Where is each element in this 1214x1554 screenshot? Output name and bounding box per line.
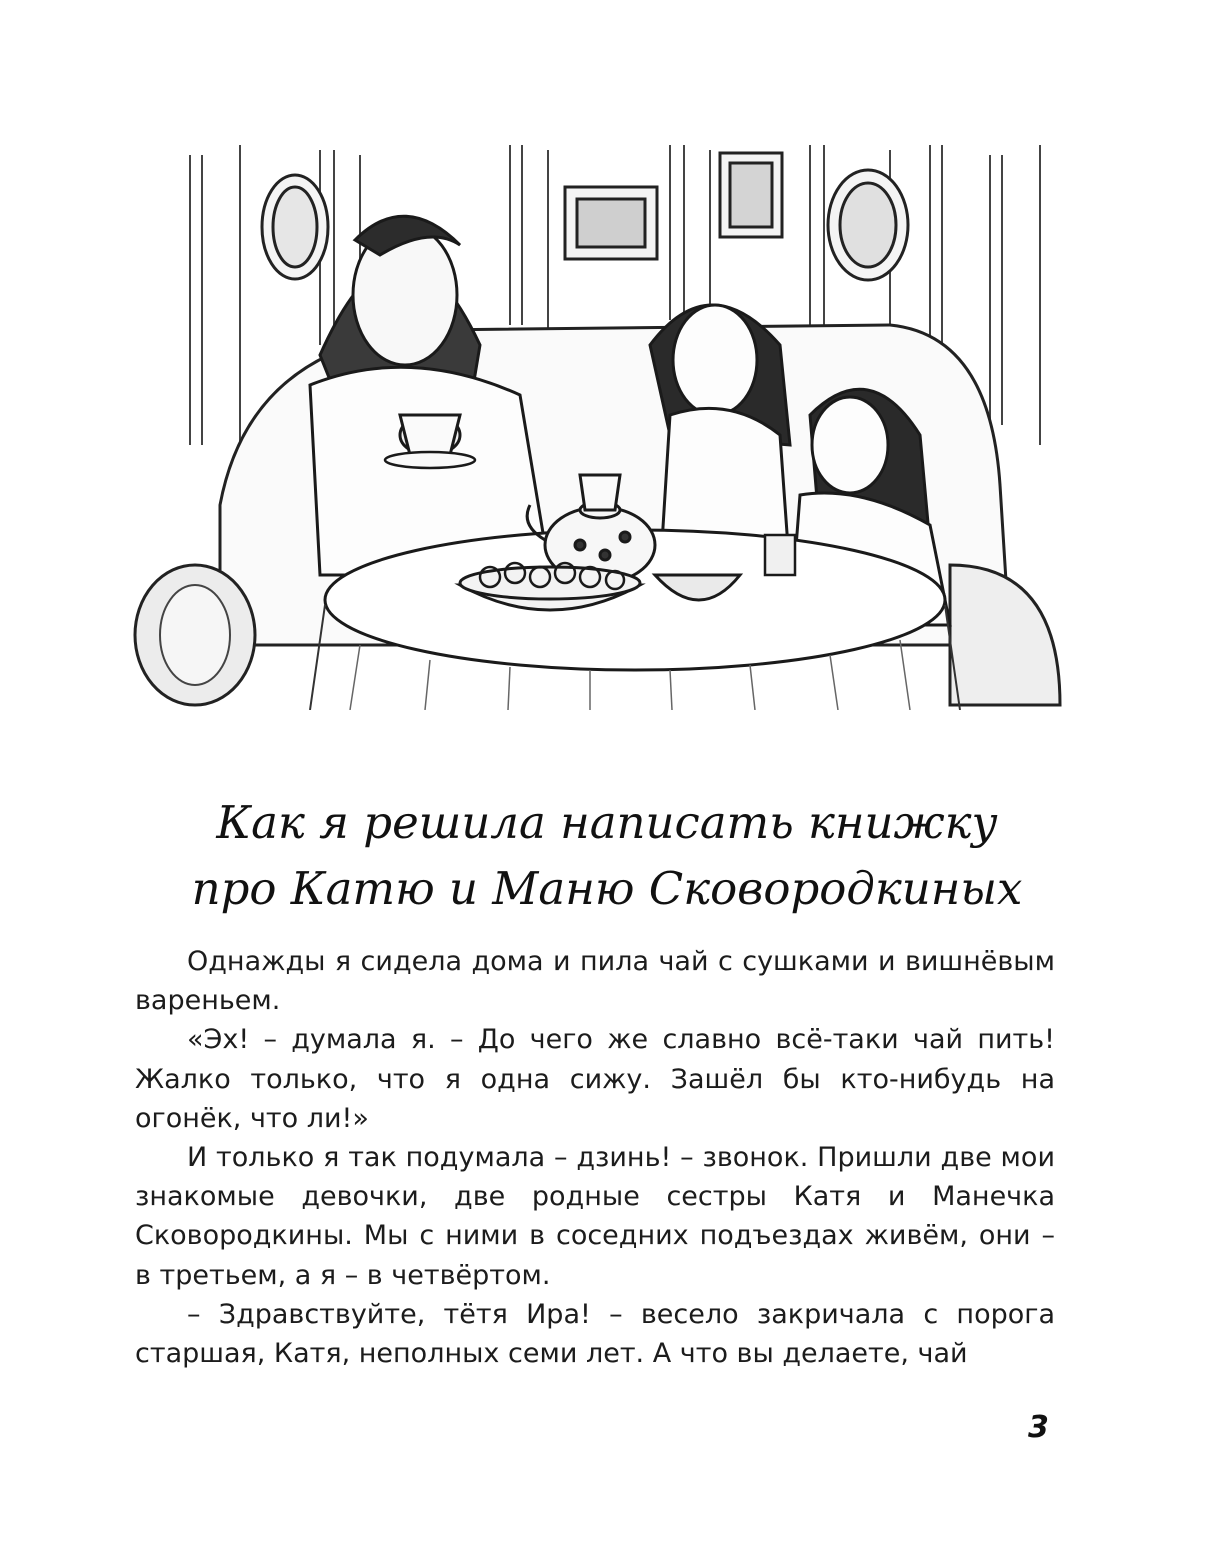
illustration-drawing	[130, 145, 1080, 710]
chapter-title-line-2: про Катю и Маню Сковородкиных	[191, 862, 1023, 915]
tea-party-illustration	[130, 145, 1080, 710]
paragraph-3: И только я так подумала – дзинь! – звонок. Пришли две мои знакомые девочки, две родные сестры Катя и Манечка Сковородкины. Мы с ними в соседних подъездах живём, они – в третьем, а я – в четвёртом.	[135, 1142, 1055, 1291]
paragraph-4: – Здравствуйте, тётя Ира! – весело закричала с порога старшая, Катя, неполных семи лет. А что вы делаете, чай	[135, 1298, 1055, 1370]
chapter-title-line-1: Как я решила написать книжку	[216, 796, 998, 849]
chapter-body	[135, 942, 1055, 1373]
paragraph-2: «Эх! – думала я. – До чего же славно всё-таки чай пить! Жалко только, что я одна сижу. Зашёл бы кто-нибудь на огонёк, что ли!»	[135, 1024, 1055, 1134]
page-number: 3	[1028, 1410, 1049, 1445]
chapter-title	[120, 790, 1094, 922]
paragraph-1: Однажды я сидела дома и пила чай с сушками и вишнёвым вареньем.	[135, 946, 1055, 1017]
